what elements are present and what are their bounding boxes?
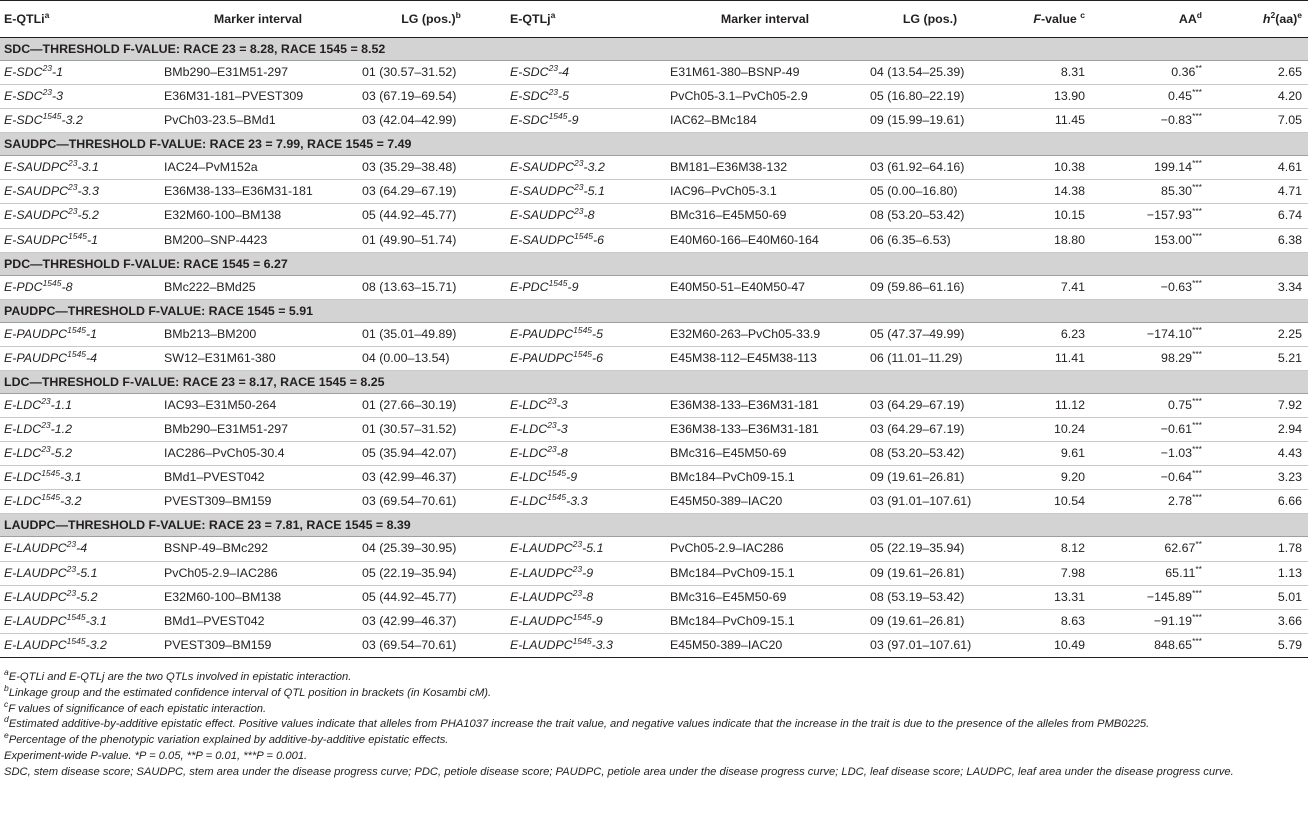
h2-cell: 3.66 — [1208, 609, 1308, 633]
section-title: SDC—THRESHOLD F-VALUE: RACE 23 = 8.28, RACE 1545 = 8.52 — [0, 38, 1308, 61]
e-qtli-cell: $E-SDC^{1545}-3.2$ — [0, 109, 160, 133]
header-e-qtli: E-QTLi$^a$ — [0, 1, 160, 38]
lg-pos-i-cell: 01 (27.66–30.19) — [358, 393, 506, 417]
table-row — [0, 418, 1308, 442]
marker-interval-j-cell: E32M60-263–PvCh05-33.9 — [666, 322, 866, 346]
lg-pos-i-cell: 03 (69.54–70.61) — [358, 633, 506, 657]
e-qtlj-cell: E-LAUDPC$^{23}$-5.1 — [506, 537, 666, 561]
lg-pos-i-cell: 05 (35.94–42.07) — [358, 442, 506, 466]
header-h2: $h^2(aa)^e$ — [1208, 1, 1308, 38]
f-value-cell: 8.31 — [996, 61, 1091, 85]
aa-cell: −157.93*** — [1091, 204, 1208, 228]
marker-interval-i-cell: BMb213–BM200 — [160, 322, 358, 346]
table-row — [0, 585, 1308, 609]
marker-interval-i-cell: PvCh05-2.9–IAC286 — [160, 561, 358, 585]
lg-pos-i-cell: 05 (22.19–35.94) — [358, 561, 506, 585]
marker-interval-i-cell: BMd1–PVEST042 — [160, 466, 358, 490]
e-qtli-cell: E-LAUDPC$^{23}$-5.2 — [0, 585, 160, 609]
f-value-cell: 11.41 — [996, 346, 1091, 370]
e-qtli-cell: $E-LDC^{1545}-3.2$ — [0, 490, 160, 514]
marker-interval-i-cell: BMc222–BMd25 — [160, 275, 358, 299]
marker-interval-j-cell: E31M61-380–BSNP-49 — [666, 61, 866, 85]
f-value-cell: 8.63 — [996, 609, 1091, 633]
marker-interval-j-cell: E45M50-389–IAC20 — [666, 490, 866, 514]
header-marker-interval-j: Marker interval — [666, 1, 866, 38]
table-row — [0, 346, 1308, 370]
table-row — [0, 156, 1308, 180]
lg-pos-i-cell: 05 (44.92–45.77) — [358, 204, 506, 228]
table-row — [0, 204, 1308, 228]
f-value-cell: 9.61 — [996, 442, 1091, 466]
f-value-cell: 13.90 — [996, 85, 1091, 109]
aa-cell: 62.67** — [1091, 537, 1208, 561]
e-qtli-cell: $E-SAUDPC^{1545}-1$ — [0, 228, 160, 252]
f-value-cell: 11.45 — [996, 109, 1091, 133]
header-aa: $AA^d$ — [1091, 1, 1208, 38]
h2-cell: 6.38 — [1208, 228, 1308, 252]
e-qtlj-cell: $E-SAUDPC^{1545}-6$ — [506, 228, 666, 252]
aa-cell: −0.63*** — [1091, 275, 1208, 299]
h2-cell: 2.94 — [1208, 418, 1308, 442]
header-f-value: F-value $^c$ — [996, 1, 1091, 38]
marker-interval-j-cell: BMc316–E45M50-69 — [666, 585, 866, 609]
header-e-qtlj: E-QTLj$^a$ — [506, 1, 666, 38]
marker-interval-i-cell: IAC93–E31M50-264 — [160, 393, 358, 417]
lg-pos-i-cell: 03 (42.04–42.99) — [358, 109, 506, 133]
header-lg-pos-j: LG (pos.) — [866, 1, 996, 38]
marker-interval-j-cell: E36M38-133–E36M31-181 — [666, 418, 866, 442]
lg-pos-j-cell: 05 (0.00–16.80) — [866, 180, 996, 204]
e-qtli-cell: $E-LAUDPC^{1545}-3.2$ — [0, 633, 160, 657]
f-value-cell: 7.41 — [996, 275, 1091, 299]
table-row — [0, 61, 1308, 85]
lg-pos-j-cell: 03 (97.01–107.61) — [866, 633, 996, 657]
header-lg-pos-i: LG $(pos.)^b$ — [358, 1, 506, 38]
lg-pos-j-cell: 05 (22.19–35.94) — [866, 537, 996, 561]
lg-pos-j-cell: 03 (64.29–67.19) — [866, 393, 996, 417]
marker-interval-j-cell: BM181–E36M38-132 — [666, 156, 866, 180]
e-qtlj-cell: $E-LAUDPC^{1545}-3.3$ — [506, 633, 666, 657]
footnote: Experiment-wide P-value. *P = 0.05, **P = 0.01, ***P = 0.001. — [4, 749, 308, 762]
aa-cell: 153.00*** — [1091, 228, 1208, 252]
table-header — [0, 1, 1308, 38]
lg-pos-j-cell: 09 (59.86–61.16) — [866, 275, 996, 299]
e-qtli-cell: E-LAUDPC$^{23}$-4 — [0, 537, 160, 561]
marker-interval-j-cell: IAC62–BMc184 — [666, 109, 866, 133]
marker-interval-i-cell: BMb290–E31M51-297 — [160, 418, 358, 442]
marker-interval-j-cell: PvCh05-3.1–PvCh05-2.9 — [666, 85, 866, 109]
e-qtlj-cell: E-LDC$^{23}$-8 — [506, 442, 666, 466]
lg-pos-i-cell: 01 (30.57–31.52) — [358, 418, 506, 442]
section-title: PDC—THRESHOLD F-VALUE: RACE 1545 = 6.27 — [0, 252, 1308, 275]
aa-cell: −0.61*** — [1091, 418, 1208, 442]
marker-interval-j-cell: BMc316–E45M50-69 — [666, 204, 866, 228]
table-row — [0, 322, 1308, 346]
table-body — [0, 38, 1308, 658]
section-header-row — [0, 370, 1308, 393]
marker-interval-j-cell: IAC96–PvCh05-3.1 — [666, 180, 866, 204]
marker-interval-j-cell: BMc316–E45M50-69 — [666, 442, 866, 466]
section-header-row — [0, 514, 1308, 537]
e-qtlj-cell: E-SDC$^{23}$-4 — [506, 61, 666, 85]
f-value-cell: 7.98 — [996, 561, 1091, 585]
e-qtli-cell: E-LDC$^{23}$-1.2 — [0, 418, 160, 442]
lg-pos-j-cell: 08 (53.19–53.42) — [866, 585, 996, 609]
table-row — [0, 442, 1308, 466]
e-qtlj-cell: E-SAUDPC$^{23}$-3.2 — [506, 156, 666, 180]
table-row — [0, 180, 1308, 204]
h2-cell: 1.13 — [1208, 561, 1308, 585]
e-qtli-cell: E-LAUDPC$^{23}$-5.1 — [0, 561, 160, 585]
h2-cell: 2.65 — [1208, 61, 1308, 85]
lg-pos-j-cell: 09 (19.61–26.81) — [866, 561, 996, 585]
e-qtlj-cell: $E-PAUDPC^{1545}-6$ — [506, 346, 666, 370]
e-qtli-cell: $E-LDC^{1545}-3.1$ — [0, 466, 160, 490]
f-value-cell: 9.20 — [996, 466, 1091, 490]
table-row — [0, 609, 1308, 633]
marker-interval-i-cell: BMb290–E31M51-297 — [160, 61, 358, 85]
h2-cell: 7.05 — [1208, 109, 1308, 133]
e-qtlj-cell: $E-SDC^{1545}-9$ — [506, 109, 666, 133]
lg-pos-i-cell: 03 (67.19–69.54) — [358, 85, 506, 109]
table-row — [0, 109, 1308, 133]
lg-pos-i-cell: 03 (42.99–46.37) — [358, 609, 506, 633]
f-value-cell: 10.24 — [996, 418, 1091, 442]
h2-cell: 3.34 — [1208, 275, 1308, 299]
f-value-cell: 11.12 — [996, 393, 1091, 417]
lg-pos-j-cell: 06 (6.35–6.53) — [866, 228, 996, 252]
lg-pos-j-cell: 08 (53.20–53.42) — [866, 204, 996, 228]
lg-pos-j-cell: 03 (61.92–64.16) — [866, 156, 996, 180]
e-qtlj-cell: E-LDC$^{23}$-3 — [506, 418, 666, 442]
lg-pos-j-cell: 05 (16.80–22.19) — [866, 85, 996, 109]
lg-pos-i-cell: 04 (0.00–13.54) — [358, 346, 506, 370]
e-qtli-cell: E-SAUDPC$^{23}$-5.2 — [0, 204, 160, 228]
e-qtlj-cell: E-SAUDPC$^{23}$-8 — [506, 204, 666, 228]
f-value-cell: 8.12 — [996, 537, 1091, 561]
marker-interval-i-cell: IAC24–PvM152a — [160, 156, 358, 180]
lg-pos-j-cell: 03 (91.01–107.61) — [866, 490, 996, 514]
table-row — [0, 228, 1308, 252]
f-value-cell: 10.38 — [996, 156, 1091, 180]
e-qtli-cell: $E-PAUDPC^{1545}-1$ — [0, 322, 160, 346]
lg-pos-j-cell: 04 (13.54–25.39) — [866, 61, 996, 85]
table-row — [0, 490, 1308, 514]
h2-cell: 5.79 — [1208, 633, 1308, 657]
table-row — [0, 537, 1308, 561]
marker-interval-i-cell: E36M31-181–PVEST309 — [160, 85, 358, 109]
aa-cell: −0.83*** — [1091, 109, 1208, 133]
footnote: $^e$Percentage of the phenotypic variation explained by additive-by-additive epistatic effects. — [4, 730, 449, 747]
footnote: $^c$F values of significance of each epistatic interaction. — [4, 698, 267, 715]
e-qtli-cell: E-SDC$^{23}$-3 — [0, 85, 160, 109]
marker-interval-j-cell: BMc184–PvCh09-15.1 — [666, 466, 866, 490]
aa-cell: −91.19*** — [1091, 609, 1208, 633]
marker-interval-i-cell: BM200–SNP-4423 — [160, 228, 358, 252]
marker-interval-i-cell: SW12–E31M61-380 — [160, 346, 358, 370]
aa-cell: 199.14*** — [1091, 156, 1208, 180]
marker-interval-i-cell: IAC286–PvCh05-30.4 — [160, 442, 358, 466]
e-qtlj-cell: E-LAUDPC$^{23}$-8 — [506, 585, 666, 609]
lg-pos-j-cell: 09 (19.61–26.81) — [866, 466, 996, 490]
table-row — [0, 275, 1308, 299]
section-header-row — [0, 38, 1308, 61]
aa-cell: 0.75*** — [1091, 393, 1208, 417]
marker-interval-j-cell: E40M50-51–E40M50-47 — [666, 275, 866, 299]
f-value-cell: 6.23 — [996, 322, 1091, 346]
section-title: LDC—THRESHOLD F-VALUE: RACE 23 = 8.17, RACE 1545 = 8.25 — [0, 370, 1308, 393]
aa-cell: −174.10*** — [1091, 322, 1208, 346]
e-qtli-cell: E-LDC$^{23}$-1.1 — [0, 393, 160, 417]
aa-cell: 848.65*** — [1091, 633, 1208, 657]
aa-cell: −1.03*** — [1091, 442, 1208, 466]
e-qtlj-cell: E-LAUDPC$^{23}$-9 — [506, 561, 666, 585]
h2-cell: 5.21 — [1208, 346, 1308, 370]
e-qtlj-cell: $E-LAUDPC^{1545}-9$ — [506, 609, 666, 633]
aa-cell: −0.64*** — [1091, 466, 1208, 490]
h2-cell: 2.25 — [1208, 322, 1308, 346]
marker-interval-i-cell: E32M60-100–BM138 — [160, 204, 358, 228]
lg-pos-j-cell: 08 (53.20–53.42) — [866, 442, 996, 466]
aa-cell: 85.30*** — [1091, 180, 1208, 204]
h2-cell: 6.74 — [1208, 204, 1308, 228]
h2-cell: 4.20 — [1208, 85, 1308, 109]
e-qtlj-cell: $E-PAUDPC^{1545}-5$ — [506, 322, 666, 346]
footnote: $^d$Estimated additive-by-additive epistatic effect. Positive values indicate that alleles from PHA1037 increase the trait value, and negative values indicate that the increase in the trait is due to the presence of the alleles from PMB0225. — [4, 714, 1150, 731]
e-qtli-cell: E-SAUDPC$^{23}$-3.1 — [0, 156, 160, 180]
marker-interval-i-cell: E36M38-133–E36M31-181 — [160, 180, 358, 204]
aa-cell: 0.36** — [1091, 61, 1208, 85]
marker-interval-j-cell: E40M60-166–E40M60-164 — [666, 228, 866, 252]
lg-pos-i-cell: 03 (64.29–67.19) — [358, 180, 506, 204]
lg-pos-i-cell: 03 (42.99–46.37) — [358, 466, 506, 490]
marker-interval-i-cell: PVEST309–BM159 — [160, 490, 358, 514]
marker-interval-i-cell: BMd1–PVEST042 — [160, 609, 358, 633]
e-qtlj-cell: $E-LDC^{1545}-3.3$ — [506, 490, 666, 514]
section-header-row — [0, 133, 1308, 156]
e-qtli-cell: E-SDC$^{23}$-1 — [0, 61, 160, 85]
f-value-cell: 14.38 — [996, 180, 1091, 204]
section-title: LAUDPC—THRESHOLD F-VALUE: RACE 23 = 7.81, RACE 1545 = 8.39 — [0, 514, 1308, 537]
table-footnotes — [4, 667, 1304, 781]
h2-cell: 4.61 — [1208, 156, 1308, 180]
aa-cell: −145.89*** — [1091, 585, 1208, 609]
lg-pos-j-cell: 05 (47.37–49.99) — [866, 322, 996, 346]
f-value-cell: 10.49 — [996, 633, 1091, 657]
header-marker-interval-i: Marker interval — [160, 1, 358, 38]
lg-pos-i-cell: 01 (49.90–51.74) — [358, 228, 506, 252]
marker-interval-i-cell: PvCh03-23.5–BMd1 — [160, 109, 358, 133]
aa-cell: 65.11** — [1091, 561, 1208, 585]
lg-pos-j-cell: 03 (64.29–67.19) — [866, 418, 996, 442]
section-title: PAUDPC—THRESHOLD F-VALUE: RACE 1545 = 5.91 — [0, 299, 1308, 322]
footnote: SDC, stem disease score; SAUDPC, stem area under the disease progress curve; PDC, petiole disease score; PAUDPC, petiole area under the disease progress curve; LDC, leaf disease score; LAUDPC, leaf area under the disease progress curve. — [4, 765, 1234, 778]
footnote: $^a$E-QTLi and E-QTLj are the two QTLs involved in epistatic interaction. — [4, 667, 352, 683]
table-row — [0, 393, 1308, 417]
lg-pos-i-cell: 05 (44.92–45.77) — [358, 585, 506, 609]
lg-pos-j-cell: 09 (15.99–19.61) — [866, 109, 996, 133]
e-qtli-cell: E-SAUDPC$^{23}$-3.3 — [0, 180, 160, 204]
table-row — [0, 561, 1308, 585]
section-header-row — [0, 252, 1308, 275]
marker-interval-j-cell: BMc184–PvCh09-15.1 — [666, 609, 866, 633]
e-qtli-cell: $E-PAUDPC^{1545}-4$ — [0, 346, 160, 370]
lg-pos-i-cell: 03 (69.54–70.61) — [358, 490, 506, 514]
lg-pos-i-cell: 04 (25.39–30.95) — [358, 537, 506, 561]
lg-pos-i-cell: 08 (13.63–15.71) — [358, 275, 506, 299]
h2-cell: 4.71 — [1208, 180, 1308, 204]
lg-pos-i-cell: 01 (35.01–49.89) — [358, 322, 506, 346]
e-qtlj-cell: $E-PDC^{1545}-9$ — [506, 275, 666, 299]
h2-cell: 1.78 — [1208, 537, 1308, 561]
marker-interval-j-cell: E45M38-112–E45M38-113 — [666, 346, 866, 370]
marker-interval-i-cell: E32M60-100–BM138 — [160, 585, 358, 609]
e-qtli-cell: $E-PDC^{1545}-8$ — [0, 275, 160, 299]
f-value-cell: 10.54 — [996, 490, 1091, 514]
aa-cell: 98.29*** — [1091, 346, 1208, 370]
f-value-cell: 10.15 — [996, 204, 1091, 228]
h2-cell: 3.23 — [1208, 466, 1308, 490]
marker-interval-j-cell: PvCh05-2.9–IAC286 — [666, 537, 866, 561]
marker-interval-j-cell: BMc184–PvCh09-15.1 — [666, 561, 866, 585]
lg-pos-i-cell: 03 (35.29–38.48) — [358, 156, 506, 180]
e-qtli-cell: E-LDC$^{23}$-5.2 — [0, 442, 160, 466]
aa-cell: 0.45*** — [1091, 85, 1208, 109]
marker-interval-i-cell: BSNP-49–BMc292 — [160, 537, 358, 561]
table-row — [0, 466, 1308, 490]
marker-interval-j-cell: E45M50-389–IAC20 — [666, 633, 866, 657]
footnote: $^b$Linkage group and the estimated confidence interval of QTL position in brackets (in Kosambi cM). — [4, 682, 492, 699]
e-qtlj-cell: E-SDC$^{23}$-5 — [506, 85, 666, 109]
h2-cell: 4.43 — [1208, 442, 1308, 466]
marker-interval-j-cell: E36M38-133–E36M31-181 — [666, 393, 866, 417]
table-row — [0, 85, 1308, 109]
section-title: SAUDPC—THRESHOLD F-VALUE: RACE 23 = 7.99, RACE 1545 = 7.49 — [0, 133, 1308, 156]
h2-cell: 7.92 — [1208, 393, 1308, 417]
h2-cell: 6.66 — [1208, 490, 1308, 514]
e-qtlj-cell: E-LDC$^{23}$-3 — [506, 393, 666, 417]
table-row — [0, 633, 1308, 657]
e-qtlj-cell: E-SAUDPC$^{23}$-5.1 — [506, 180, 666, 204]
e-qtli-cell: $E-LAUDPC^{1545}-3.1$ — [0, 609, 160, 633]
lg-pos-j-cell: 09 (19.61–26.81) — [866, 609, 996, 633]
e-qtlj-cell: $E-LDC^{1545}-9$ — [506, 466, 666, 490]
h2-cell: 5.01 — [1208, 585, 1308, 609]
marker-interval-i-cell: PVEST309–BM159 — [160, 633, 358, 657]
lg-pos-j-cell: 06 (11.01–11.29) — [866, 346, 996, 370]
lg-pos-i-cell: 01 (30.57–31.52) — [358, 61, 506, 85]
section-header-row — [0, 299, 1308, 322]
f-value-cell: 13.31 — [996, 585, 1091, 609]
aa-cell: 2.78*** — [1091, 490, 1208, 514]
f-value-cell: 18.80 — [996, 228, 1091, 252]
